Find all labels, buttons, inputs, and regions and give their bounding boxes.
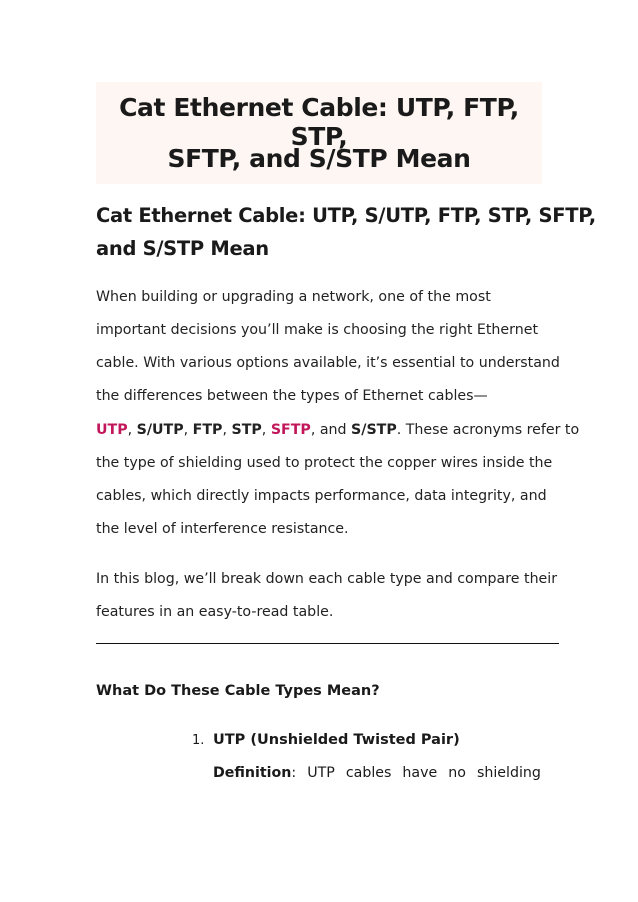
intro-line-7: cables, which directly impacts performance, data integrity, and xyxy=(96,488,547,504)
definition-line xyxy=(213,765,541,781)
separator: , xyxy=(222,422,232,438)
stp-term: STP xyxy=(231,422,262,438)
title-box xyxy=(96,82,542,184)
ftp-term: FTP xyxy=(192,422,223,438)
definition-word: UTP xyxy=(307,765,335,781)
sstp-term: S/STP xyxy=(351,422,397,438)
separator: , xyxy=(261,422,271,438)
list-item-title: UTP (Unshielded Twisted Pair) xyxy=(213,732,460,748)
intro-line-8: the level of interference resistance. xyxy=(96,521,349,537)
definition-label-group xyxy=(213,765,296,781)
definition-word: no xyxy=(448,765,466,781)
definition-label: Definition xyxy=(213,765,292,781)
section-heading: What Do These Cable Types Mean? xyxy=(96,683,380,699)
definition-word: cables xyxy=(345,765,392,781)
separator: , xyxy=(127,422,137,438)
intro-line-2: important decisions you’ll make is choosing the right Ethernet xyxy=(96,322,539,338)
intro-line-5-rest: . These acronyms refer to xyxy=(396,422,580,438)
separator: , and xyxy=(310,422,352,438)
definition-colon: : xyxy=(291,765,297,781)
title-line-1: Cat Ethernet Cable: UTP, FTP, STP, xyxy=(119,93,519,151)
intro-line-5 xyxy=(96,422,579,438)
utp-link[interactable]: UTP xyxy=(96,422,128,438)
intro-line-4: the differences between the types of Ethernet cables— xyxy=(96,388,488,404)
title-line-2: SFTP, and S/STP Mean xyxy=(167,144,471,173)
blog-line-2: features in an easy-to-read table. xyxy=(96,604,334,620)
sftp-link[interactable]: SFTP xyxy=(270,422,311,438)
blog-line-1: In this blog, we’ll break down each cable type and compare their xyxy=(96,571,558,587)
intro-line-6: the type of shielding used to protect the copper wires inside the xyxy=(96,455,553,471)
article-heading-line-1: Cat Ethernet Cable: UTP, S/UTP, FTP, STP, SFTP, xyxy=(96,204,596,227)
list-item-number: 1. xyxy=(192,733,205,748)
horizontal-divider xyxy=(96,643,559,644)
intro-line-1: When building or upgrading a network, one of the most xyxy=(96,289,491,305)
separator: , xyxy=(183,422,193,438)
sutp-term: S/UTP xyxy=(136,422,184,438)
definition-word: shielding xyxy=(476,765,541,781)
intro-line-3: cable. With various options available, it’s essential to understand xyxy=(96,355,560,371)
article-heading-line-2: and S/STP Mean xyxy=(96,237,269,260)
definition-word: have xyxy=(402,765,438,781)
